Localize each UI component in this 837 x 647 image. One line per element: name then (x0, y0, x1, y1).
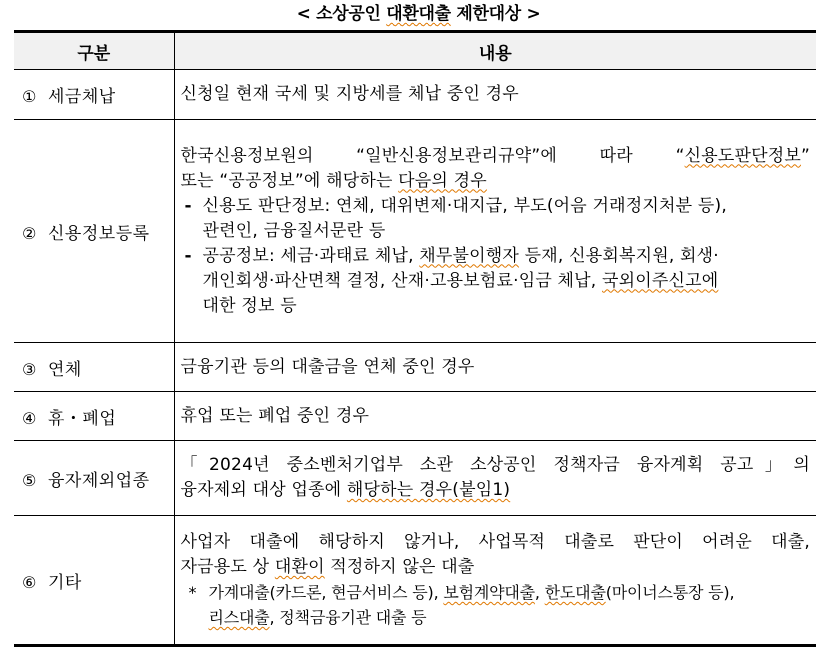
text-segment: 한국신용정보원의 “일반신용정보관리규약”에 따라 “ (180, 145, 685, 166)
text-segment: 가계대출(카드론, 현금서비스 등), (208, 583, 444, 602)
category-cell (14, 392, 174, 441)
dash-bullet-icon: - (184, 245, 192, 266)
category-cell (14, 441, 174, 516)
text-segment: 관련인, 금융질서문란 등 (202, 220, 386, 241)
content-line: 휴업 또는 폐업 중인 경우 (180, 405, 370, 426)
category-cell (14, 120, 174, 343)
title-suffix: 제한대상 > (450, 4, 541, 24)
row-number: ② (22, 223, 37, 243)
text-segment: 적정하지 않은 대출 (324, 557, 475, 577)
content-line (181, 478, 811, 503)
row-number: ③ (22, 359, 37, 379)
text-segment: 개인회생·파산면책 결정, 산재·고용보험료·임금 체납, (202, 270, 602, 291)
underlined-term: 한도대출 (544, 583, 606, 602)
underlined-term: 다음의 경우 (398, 170, 487, 191)
table-row (14, 343, 816, 392)
text-segment: , (534, 583, 545, 602)
text-segment: 등재, 신용회복지원, 회생· (519, 245, 719, 266)
underlined-term: 보험계약대출 (443, 583, 535, 602)
text-segment: , 정책금융기관 대출 등 (269, 608, 427, 627)
category-label: 세금체납 (48, 87, 116, 107)
text-segment: 또는 “공공정보”에 해당하는 (180, 170, 399, 191)
text-segment: 융자제외 대상 업종에 (180, 480, 347, 500)
underlined-term: 리스대출 (208, 608, 270, 627)
footnote (181, 580, 811, 630)
row-number: ④ (22, 408, 37, 428)
content-line: 「2024년 중소벤처기업부 소관 소상공인 정책자금 융자계획 공고」의 (180, 455, 810, 475)
restriction-table (14, 30, 816, 647)
content-line (181, 169, 811, 194)
underlined-term: 해당하는 경우(붙임1) (346, 480, 511, 500)
underlined-term: 채무불이행자 (419, 245, 520, 266)
underlined-term: 국외이주신고에 (602, 270, 719, 291)
table-row (14, 120, 816, 343)
category-cell (14, 70, 174, 120)
header-category: 구분 (14, 32, 174, 70)
text-segment: 자금용도 상 (180, 557, 275, 577)
content-cell (174, 70, 816, 120)
content-line (181, 144, 811, 169)
document-title (0, 2, 837, 26)
title-underlined-term: 대환대출 (386, 4, 451, 24)
row-number: ⑤ (22, 470, 37, 490)
content-cell (174, 441, 816, 516)
table-row (14, 392, 816, 441)
category-label: 기타 (48, 572, 82, 593)
bullet-public-info (181, 244, 811, 319)
content-cell (174, 516, 816, 646)
row-number: ⑥ (22, 572, 37, 592)
content-line: 사업자 대출에 해당하지 않거나, 사업목적 대출로 판단이 어려운 대출, (180, 532, 810, 552)
category-label: 융자제외업종 (48, 470, 150, 491)
text-segment: 공공정보: 세금·과태료 체납, (202, 245, 420, 266)
asterisk-icon: * (188, 583, 197, 602)
dash-bullet-icon: - (184, 195, 192, 216)
underlined-term: 신용도판단정보 (684, 145, 801, 166)
table-row (14, 441, 816, 516)
content-line (181, 555, 811, 580)
header-content: 내용 (174, 32, 816, 70)
content-line: 금융기관 등의 대출금을 연체 중인 경우 (180, 356, 475, 377)
text-segment: 신용도 판단정보: 연체, 대위변제·대지급, 부도(어음 거래정지처분 등), (202, 195, 727, 216)
content-cell (174, 392, 816, 441)
underlined-term: 대환이 (274, 557, 325, 577)
content-cell (174, 120, 816, 343)
category-label: 연체 (48, 359, 82, 380)
text-segment: (마이너스통장 등), (605, 583, 735, 602)
text-segment: 대한 정보 등 (202, 295, 297, 316)
row-number: ① (22, 87, 37, 106)
title-prefix: < 소상공인 (296, 4, 387, 24)
table-header-row (14, 32, 816, 70)
bullet-credit-judgment (181, 194, 811, 244)
text-segment: ” (800, 145, 810, 166)
category-cell (14, 343, 174, 392)
content-cell (174, 343, 816, 392)
category-cell (14, 516, 174, 646)
content-line: 신청일 현재 국세 및 지방세를 체납 중인 경우 (180, 84, 519, 104)
table-row (14, 70, 816, 120)
category-label: 신용정보등록 (48, 223, 150, 244)
category-label: 휴・폐업 (48, 408, 117, 429)
table-row (14, 516, 816, 646)
